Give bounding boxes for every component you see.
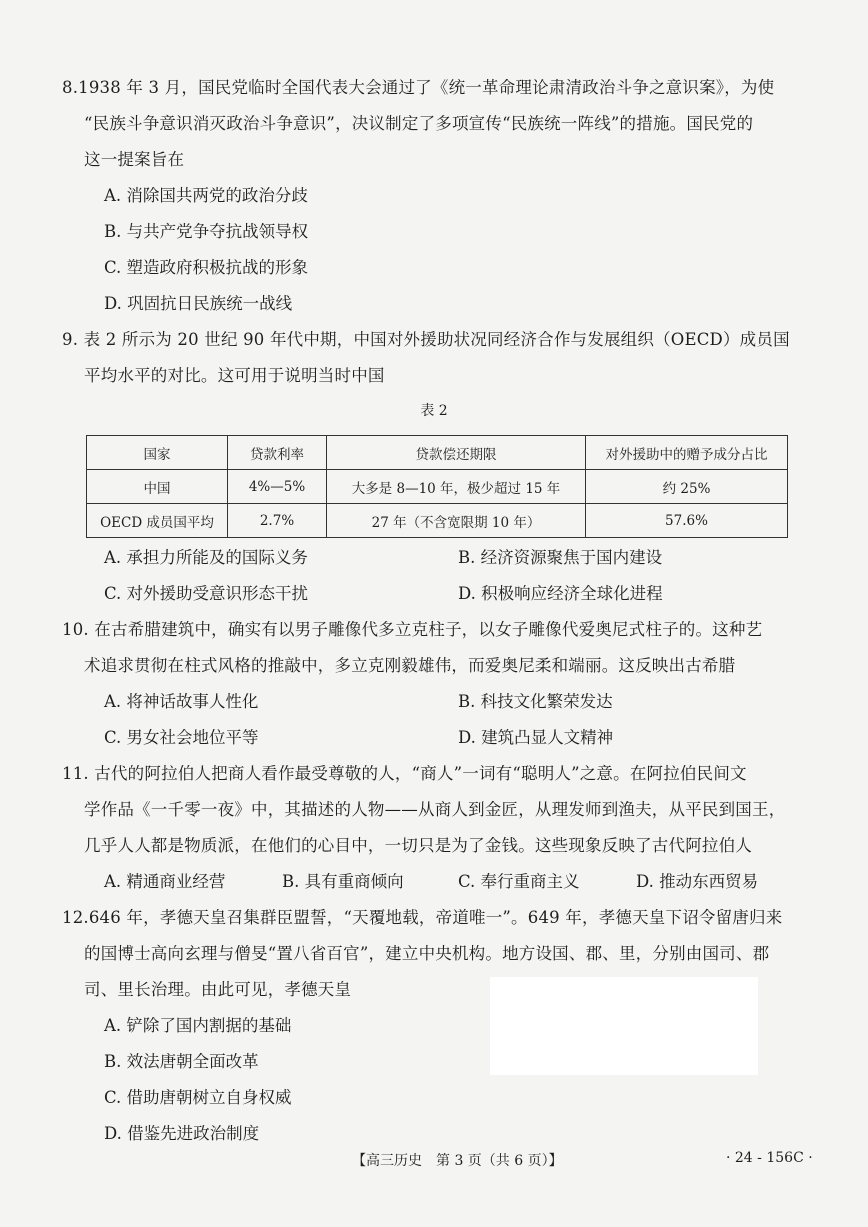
- table-cell: 中国: [87, 470, 228, 504]
- question-8: [62, 70, 796, 178]
- q11-option-c[interactable]: C. 奉行重商主义: [458, 872, 580, 891]
- q9-option-b[interactable]: B. 经济资源聚焦于国内建设: [458, 548, 663, 567]
- q10-line-1: 10. 在古希腊建筑中，确实有以男子雕像代多立克柱子，以女子雕像代爱奥尼式柱子的。这种艺: [62, 620, 763, 639]
- q12-line-1: 12.646 年，孝德天皇召集群臣盟誓，“天覆地载，帝道唯一”。649 年，孝德天皇下诏令留唐归来: [62, 908, 783, 927]
- question-9: [62, 322, 796, 394]
- q11-line-1: 11. 古代的阿拉伯人把商人看作最受尊敬的人，“商人”一词有“聪明人”之意。在阿拉伯民间文: [62, 764, 747, 783]
- q12-option-d[interactable]: D. 借鉴先进政治制度: [104, 1124, 260, 1143]
- q9-line-1: 9. 表 2 所示为 20 世纪 90 年代中期，中国对外援助状况同经济合作与发展组织（OECD）成员国: [62, 330, 790, 349]
- q12-line-3: 司、里长治理。由此可见，孝德天皇: [84, 980, 352, 999]
- q8-line-1: 8.1938 年 3 月，国民党临时全国代表大会通过了《统一革命理论肃清政治斗争之意识案》，为使: [62, 78, 775, 97]
- question-10: [62, 612, 796, 684]
- q10-option-c[interactable]: C. 男女社会地位平等: [104, 728, 259, 747]
- footer-code: · 24 - 156C ·: [726, 1150, 813, 1166]
- q10-option-a[interactable]: A. 将神话故事人性化: [104, 692, 259, 711]
- table-cell: 57.6%: [586, 504, 788, 538]
- q8-line-3: 这一提案旨在: [84, 150, 185, 169]
- table-row: [87, 504, 788, 538]
- table-header-cell: 贷款利率: [228, 436, 327, 470]
- footer-page-info: 【高三历史 第 3 页（共 6 页）】: [352, 1153, 563, 1169]
- q10-option-b[interactable]: B. 科技文化繁荣发达: [458, 692, 613, 711]
- q8-option-b[interactable]: B. 与共产党争夺抗战领导权: [104, 222, 309, 241]
- table-cell: 2.7%: [228, 504, 327, 538]
- q8-option-d[interactable]: D. 巩固抗日民族统一战线: [104, 294, 293, 313]
- q9-option-d[interactable]: D. 积极响应经济全球化进程: [458, 584, 663, 603]
- q11-option-a[interactable]: A. 精通商业经营: [104, 872, 226, 891]
- q12-option-c[interactable]: C. 借助唐朝树立自身权威: [104, 1088, 292, 1107]
- table-header-cell: 国家: [87, 436, 228, 470]
- q9-option-a[interactable]: A. 承担力所能及的国际义务: [104, 548, 308, 567]
- q8-option-a[interactable]: A. 消除国共两党的政治分歧: [104, 186, 308, 205]
- q11-line-3: 几乎人人都是物质派，在他们的心目中，一切只是为了金钱。这些现象反映了古代阿拉伯人: [84, 836, 752, 855]
- q10-line-2: 术追求贯彻在柱式风格的推敲中，多立克刚毅雄伟，而爱奥尼柔和端丽。这反映出古希腊: [84, 656, 736, 675]
- q8-option-c[interactable]: C. 塑造政府积极抗战的形象: [104, 258, 309, 277]
- table-header-cell: 对外援助中的赠予成分占比: [586, 436, 788, 470]
- table-header-cell: 贷款偿还期限: [327, 436, 586, 470]
- blank-region: [490, 977, 758, 1075]
- table-cell: OECD 成员国平均: [87, 504, 228, 538]
- q11-option-d[interactable]: D. 推动东西贸易: [636, 872, 759, 891]
- q12-option-a[interactable]: A. 铲除了国内割据的基础: [104, 1016, 292, 1035]
- table-2: [86, 435, 788, 538]
- table-cell: 27 年（不含宽限期 10 年）: [327, 504, 586, 538]
- q12-line-2: 的国博士高向玄理与僧旻“置八省百官”，建立中央机构。地方设国、郡、里，分别由国司、郡: [84, 944, 770, 963]
- table-cell: 4%—5%: [228, 470, 327, 504]
- table-header-row: [87, 436, 788, 470]
- q11-line-2: 学作品《一千零一夜》中，其描述的人物——从商人到金匠，从理发师到渔夫，从平民到国王，: [84, 800, 786, 819]
- q8-line-2: “民族斗争意识消灭政治斗争意识”，决议制定了多项宣传“民族统一阵线”的措施。国民党的: [84, 114, 754, 133]
- table-cell: 大多是 8—10 年，极少超过 15 年: [327, 470, 586, 504]
- q11-option-b[interactable]: B. 具有重商倾向: [282, 872, 404, 891]
- table-caption: 表 2: [420, 403, 448, 419]
- q12-option-b[interactable]: B. 效法唐朝全面改革: [104, 1052, 259, 1071]
- question-11: [62, 756, 796, 864]
- table-cell: 约 25%: [586, 470, 788, 504]
- q10-option-d[interactable]: D. 建筑凸显人文精神: [458, 728, 614, 747]
- table-row: [87, 470, 788, 504]
- q9-line-2: 平均水平的对比。这可用于说明当时中国: [84, 366, 385, 385]
- q9-option-c[interactable]: C. 对外援助受意识形态干扰: [104, 584, 309, 603]
